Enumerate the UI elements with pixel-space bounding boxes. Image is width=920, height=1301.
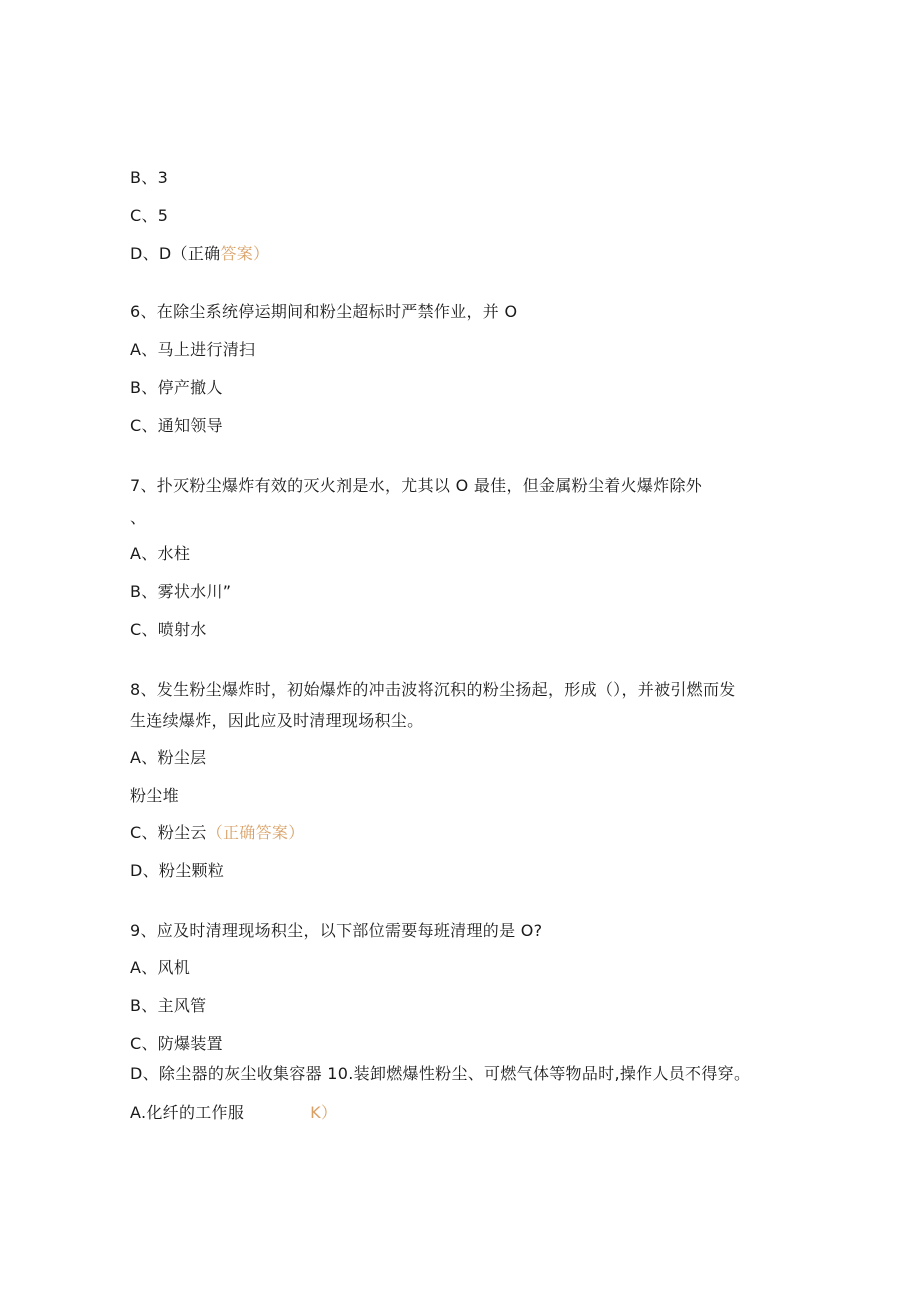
q6-option-c: C、通知领导: [130, 416, 223, 435]
q5-correct-answer-mark: 答案）: [220, 244, 270, 263]
q5-option-d: [130, 244, 269, 264]
q6-question: 6、在除尘系统停运期间和粉尘超标时严禁作业，并 O: [130, 302, 518, 321]
q7-question: 7、扑灭粉尘爆炸有效的灭火剂是水，尤其以 O 最佳，但金属粉尘着火爆炸除外: [130, 476, 703, 495]
q9-option-d: D、除尘器的灰尘收集容器 10.装卸燃爆性粉尘、可燃气体等物品时,操作人员不得穿。: [130, 1064, 751, 1083]
q8-correct-answer-mark: （正确答案）: [206, 823, 305, 842]
q6-option-a: A、马上进行清扫: [130, 340, 256, 359]
q8-option-b: 粉尘堆: [130, 786, 179, 805]
q9-option-c: C、防爆装置: [130, 1034, 223, 1053]
q8-option-d: D、粉尘颗粒: [130, 861, 225, 880]
q8-question-line-1: 8、发生粉尘爆炸时，初始爆炸的冲击波将沉积的粉尘扬起，形成（），并被引燃而发: [130, 680, 736, 699]
q10-answer-mark: K）: [310, 1103, 338, 1122]
q10-option-a-text: A.化纤的工作服: [130, 1103, 245, 1122]
q7-option-b: B、雾状水川”: [130, 582, 232, 601]
q9-option-b: B、主风管: [130, 996, 207, 1015]
q10-option-a: [130, 1103, 337, 1123]
q5-option-d-text: D、D（正确: [130, 244, 221, 263]
q9-question: 9、应及时清理现场积尘，以下部位需要每班清理的是 O?: [130, 921, 543, 940]
q9-option-a: A、风机: [130, 958, 191, 977]
q8-option-a: A、粉尘层: [130, 748, 207, 767]
q8-question-line-2: 生连续爆炸，因此应及时清理现场积尘。: [130, 711, 424, 730]
q8-option-c-text: C、粉尘云: [130, 823, 207, 842]
q7-question-continuation: 、: [130, 508, 147, 527]
q8-option-c: [130, 823, 305, 843]
q5-option-b: B、3: [130, 168, 169, 187]
q7-option-a: A、水柱: [130, 544, 191, 563]
q7-option-c: C、喷射水: [130, 620, 207, 639]
q5-option-c: C、5: [130, 206, 169, 225]
q6-option-b: B、停产撤人: [130, 378, 223, 397]
